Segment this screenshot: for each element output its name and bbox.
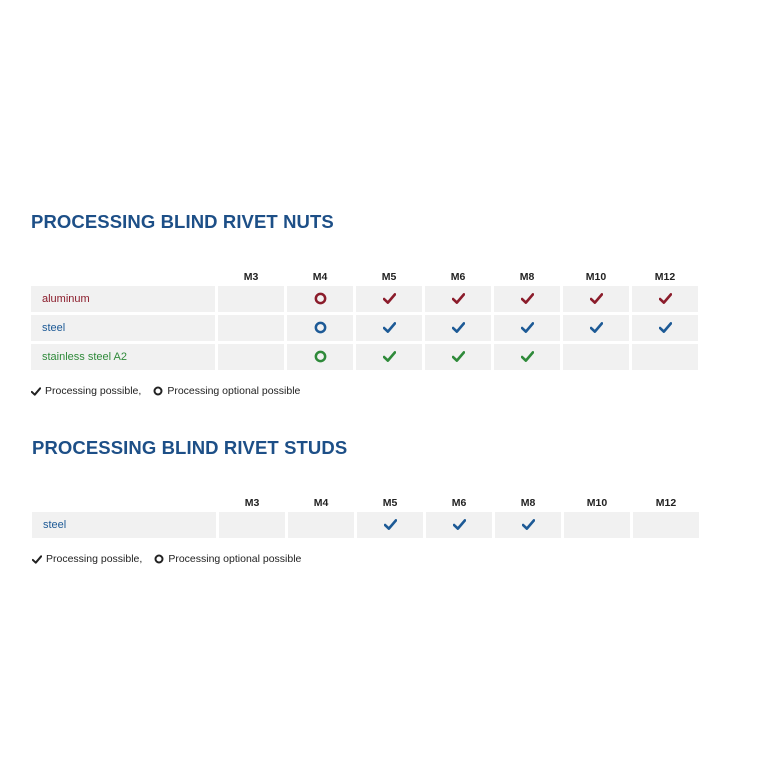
status-cell [287,315,353,341]
material-label-steel: steel [31,315,215,341]
studs-header-m10: M10 [586,497,608,509]
table-row [31,315,698,341]
ring-icon [314,321,327,334]
status-cell [494,315,560,341]
nuts-header-m4: M4 [312,271,328,283]
check-icon [383,293,396,304]
status-cell [563,315,629,341]
status-cell [563,286,629,312]
status-cell [218,286,284,312]
check-icon [383,351,396,362]
nuts-header-material [31,263,215,283]
status-cell [356,315,422,341]
status-cell [426,512,492,538]
status-cell [495,512,561,538]
check-icon [521,322,534,333]
check-icon [590,293,603,304]
legend-optional-label: Processing optional possible [167,385,301,397]
check-icon [32,555,42,564]
status-cell [357,512,423,538]
nuts-header-m3: M3 [243,271,259,283]
material-label-aluminum: aluminum [31,286,215,312]
nuts-table [28,260,701,373]
studs-header-m8: M8 [520,497,536,509]
check-icon [452,351,465,362]
studs-header-m5: M5 [382,497,398,509]
material-label-stainless: stainless steel A2 [31,344,215,370]
nuts-header-m12: M12 [654,271,676,283]
status-cell [288,512,354,538]
check-icon [522,519,535,530]
check-icon [452,322,465,333]
nuts-header-m10: M10 [585,271,607,283]
status-cell [218,315,284,341]
studs-section [32,437,734,565]
studs-header-row [32,489,699,509]
legend-possible-label: Processing possible, [45,385,142,397]
status-cell [219,512,285,538]
studs-header-m3: M3 [244,497,260,509]
table-row [32,512,699,538]
ring-icon [314,350,327,363]
nuts-legend [31,385,733,397]
status-cell [633,512,699,538]
status-cell [425,286,491,312]
ring-icon [314,292,327,305]
nuts-title: PROCESSING BLIND RIVET NUTS [31,211,334,232]
status-cell [632,344,698,370]
status-cell [494,286,560,312]
nuts-header-m8: M8 [519,271,535,283]
nuts-section [31,211,733,397]
status-cell [425,344,491,370]
check-icon [453,519,466,530]
status-cell [494,344,560,370]
nuts-header-m6: M6 [450,271,466,283]
status-cell [564,512,630,538]
check-icon [383,322,396,333]
ring-icon [154,554,164,564]
status-cell [287,286,353,312]
studs-header-material [32,489,216,509]
check-icon [659,322,672,333]
legend-optional [153,385,300,397]
nuts-header-m5: M5 [381,271,397,283]
check-icon [384,519,397,530]
table-row [31,344,698,370]
status-cell [287,344,353,370]
studs-title: PROCESSING BLIND RIVET STUDS [32,437,348,458]
legend-possible [31,385,141,397]
status-cell [632,286,698,312]
legend-possible [32,553,142,565]
ring-icon [153,386,163,396]
table-row [31,286,698,312]
check-icon [521,351,534,362]
studs-header-m4: M4 [313,497,329,509]
nuts-header-row [31,263,698,283]
status-cell [632,315,698,341]
check-icon [452,293,465,304]
legend-optional-label: Processing optional possible [168,553,302,565]
check-icon [590,322,603,333]
status-cell [218,344,284,370]
studs-header-m12: M12 [655,497,677,509]
check-icon [521,293,534,304]
check-icon [31,387,41,396]
legend-optional [154,553,301,565]
status-cell [563,344,629,370]
studs-legend [32,553,734,565]
legend-possible-label: Processing possible, [46,553,143,565]
status-cell [425,315,491,341]
studs-table [29,486,702,541]
studs-header-m6: M6 [451,497,467,509]
status-cell [356,344,422,370]
check-icon [659,293,672,304]
material-label-steel: steel [32,512,216,538]
status-cell [356,286,422,312]
